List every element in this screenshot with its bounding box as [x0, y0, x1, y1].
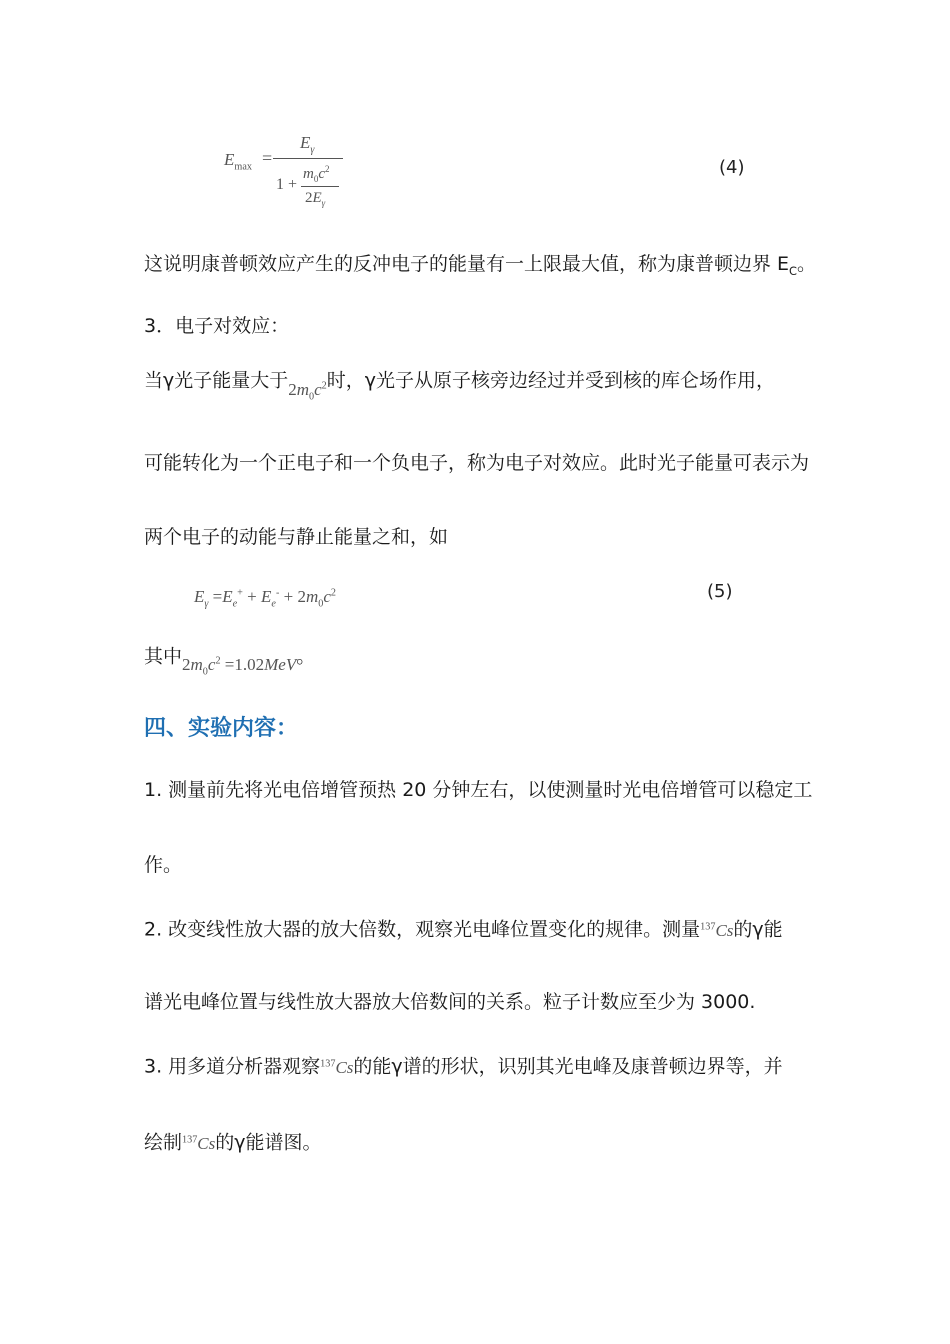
paragraph-pair-line-2: 可能转化为一个正电子和一个负电子，称为电子对效应。此时光子能量可表示为: [144, 452, 810, 474]
eq5-number: (5): [707, 581, 733, 602]
eq4-den-plus: +: [288, 176, 298, 193]
eq4-number: (4): [719, 157, 745, 178]
list-item-2-line-1: 2. 改变线性放大器的放大倍数，观察光电峰位置变化的规律。测量$^{137}$Cs的γ能: [144, 918, 783, 941]
eq4-inner-denominator: $2E_\gamma$: [305, 190, 326, 208]
eq4-inner-numerator: $m_0c^2$: [303, 164, 330, 184]
eq4-inner-fraction-bar: [301, 186, 339, 187]
where-expression: $2m_0c^2 =1.02MeV$: [182, 654, 297, 678]
eq4-equals: =: [262, 148, 273, 168]
list-item-3-line-1: 3. 用多道分析器观察$^{137}$Cs的能γ谱的形状，识别其光电峰及康普顿边界等，并: [144, 1055, 783, 1078]
cs137-symbol: $^{137}$Cs: [700, 920, 734, 940]
section-4-heading: 四、实验内容：: [144, 716, 299, 741]
equation-5: $E_\gamma =E_e^+ + E_e^- + 2m_0c^2$: [194, 587, 336, 610]
section-3-title: 3．电子对效应：: [144, 315, 290, 337]
paragraph-pair-line-3: 两个电子的动能与静止能量之和，如: [144, 526, 449, 548]
list-item-2-line-2: 谱光电峰位置与线性放大器放大倍数间的关系。粒子计数应至少为 3000.: [144, 991, 756, 1013]
list-item-1-line-2: 作。: [144, 854, 183, 876]
paragraph-compton-edge: 这说明康普顿效应产生的反冲电子的能量有一上限最大值，称为康普顿边界 $E_C$。: [144, 253, 817, 278]
paragraph-pair-line-1: 当γ光子能量大于$2m_0c^2$时，γ光子从原子核旁边经过并受到核的库仑场作用，: [144, 369, 776, 403]
cs137-symbol: $^{137}$Cs: [320, 1057, 354, 1077]
list-item-3-line-2: 绘制$^{137}$Cs的γ能谱图。: [144, 1131, 322, 1154]
eq4-lhs: $E_{max}$: [224, 150, 252, 173]
paragraph-where: 其中$2m_0c^2 =1.02MeV$。: [144, 645, 316, 678]
inline-2m0c2: $2m_0c^2$: [288, 379, 327, 403]
cs137-symbol: $^{137}$Cs: [182, 1133, 216, 1153]
eq4-numerator: $E_\gamma$: [300, 133, 315, 156]
list-item-1-line-1: 1. 测量前先将光电倍增管预热 20 分钟左右，以使测量时光电倍增管可以稳定工: [144, 779, 813, 801]
eq4-main-fraction-bar: [273, 158, 343, 159]
eq4-den-one: 1: [276, 176, 284, 193]
